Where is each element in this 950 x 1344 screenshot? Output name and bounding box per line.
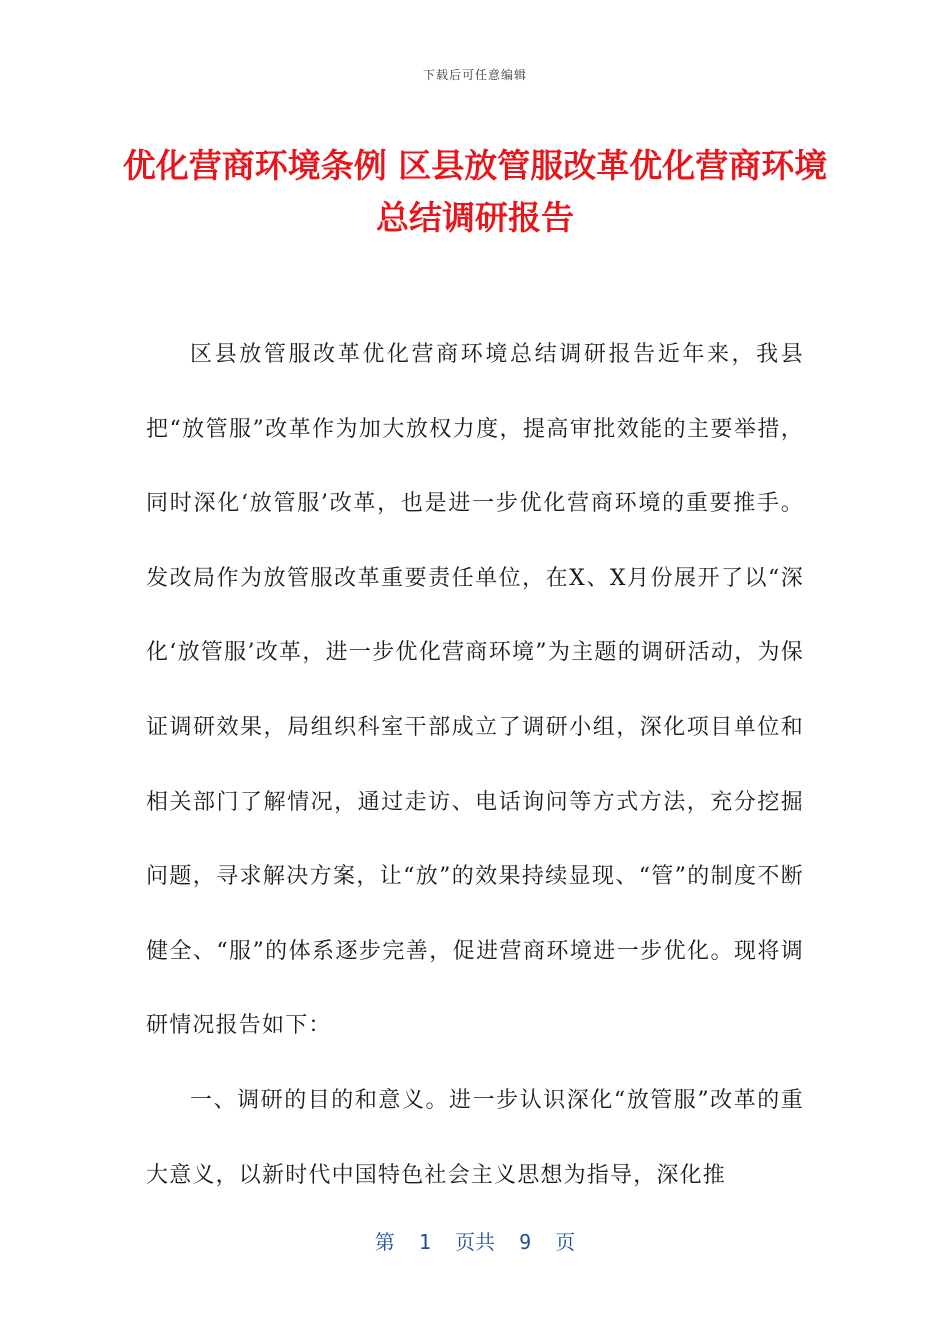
document-title: 优化营商环境条例 区县放管服改革优化营商环境总结调研报告 [122,146,828,237]
document-body [146,318,804,1213]
page-number-footer: 第 1 页共 9 页 [374,1230,576,1254]
header-note: 下载后可任意编辑 [422,68,527,82]
paragraph: 区县放管服改革优化营商环境总结调研报告近年来，我县把“放管服”改革作为加大放权力度，提高审批效能的主要举措，同时深化‘放管服’改革，也是进一步优化营商环境的重要推手。发改局作为放管服改革重要责任单位，在X、X月份展开了以“深化‘放管服’改革，进一步优化营商环境”为主题的调研活动，为保证调研效果，局组织科室干部成立了调研小组，深化项目单位和相关部门了解情况，通过走访、电话询问等方式方法，充分挖掘问题，寻求解决方案，让“放”的效果持续显现、“管”的制度不断健全、“服”的体系逐步完善，促进营商环境进一步优化。现将调研情况报告如下： [146,342,804,1039]
paragraph: 一、调研的目的和意义。进一步认识深化“放管服”改革的重大意义，以新时代中国特色社会主义思想为指导，深化推 [146,1087,804,1188]
